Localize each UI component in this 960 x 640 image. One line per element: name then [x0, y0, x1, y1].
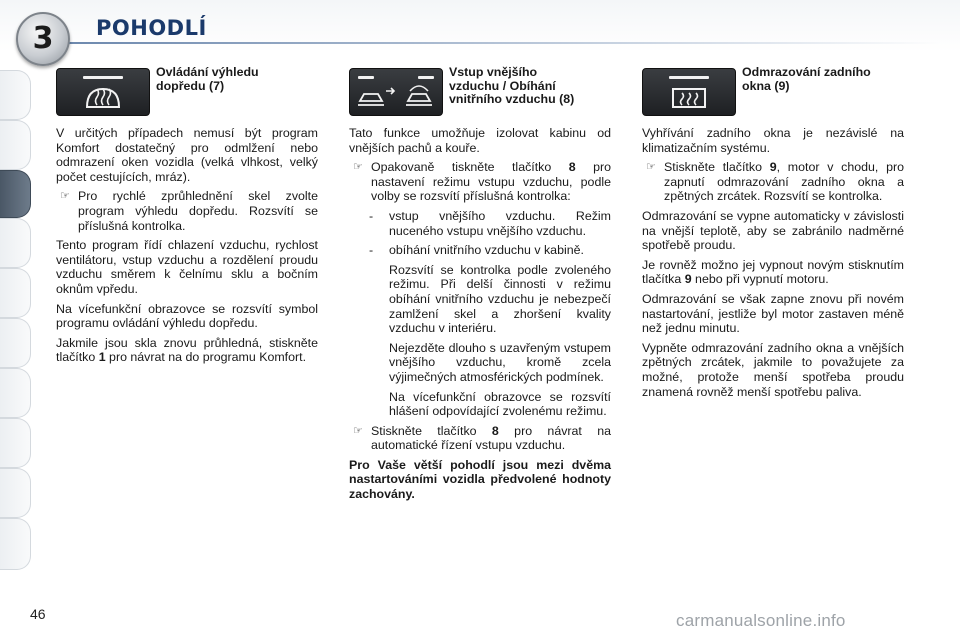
chapter-tab-3-active[interactable] — [0, 170, 31, 218]
watermark: carmanualsonline.info — [676, 611, 846, 630]
chapter-tab-6[interactable] — [0, 318, 31, 368]
paragraph: Jakmile jsou skla znovu průhledná, stiskněte tlačítko 1 pro návrat na do programu Komfort. — [56, 335, 318, 365]
dash-item: - vstup vnějšího vzduchu. Režim nuceného vstupu vnějšího vzduchu. — [369, 208, 611, 238]
air-recirculation-icon — [350, 69, 442, 115]
chapter-tab-5[interactable] — [0, 268, 31, 318]
paragraph: Tato funkce umožňuje izolovat kabinu od vnějších pachů a kouře. — [349, 126, 611, 155]
air-intake-button-image — [349, 68, 443, 116]
page-number: 46 — [30, 606, 46, 622]
rear-defrost-icon — [643, 69, 735, 115]
note-paragraph: Rozsvítí se kontrolka podle zvoleného režimu. Při delší činnosti v režimu obíhání vnitřního vzduchu je nebezpečí zamlžení skel a zhoršení kvality vzduchu v interiéru. — [389, 262, 611, 336]
chapter-badge — [16, 12, 70, 66]
pointing-hand-icon: ☞ — [353, 161, 363, 174]
rear-defrost-heading: Odmrazování zadního okna (9) — [742, 65, 871, 93]
pointing-hand-icon: ☞ — [353, 424, 363, 437]
front-defrost-button-image — [56, 68, 150, 116]
section-title: POHODLÍ — [96, 16, 207, 40]
paragraph: Vyhřívání zadního okna je nezávislé na klimatizačním systému. — [642, 126, 904, 155]
pointing-hand-icon: ☞ — [60, 190, 70, 203]
paragraph: Odmrazování se však zapne znovu při novém nastartování, jestliže byl motor zastaven méně než jednu minutu. — [642, 291, 904, 336]
paragraph: V určitých případech nemusí být program Komfort dostatečný pro odmlžení nebo odmrazení oken vozidla (velká vlhkost, velký počet cestujících, mráz). — [56, 126, 318, 184]
air-intake-body — [349, 126, 611, 507]
chapter-tab-2[interactable] — [0, 120, 31, 170]
chapter-tab-8[interactable] — [0, 418, 31, 468]
chapter-tab-1[interactable] — [0, 70, 31, 120]
bullet-item: ☞ Opakovaně tiskněte tlačítko 8 pro nastavení režimu vstupu vzduchu, podle volby se rozsvítí příslušná kontrolka: — [353, 160, 611, 204]
paragraph: Na vícefunkční obrazovce se rozsvítí symbol programu ovládání výhledu dopředu. — [56, 301, 318, 331]
paragraph: Vypněte odmrazování zadního okna a vnějších zpětných zrcátek, jakmile to považujete za možné, protože menší spotřeba proudu znamená rovněž menší spotřebu paliva. — [642, 340, 904, 399]
chapter-tab-10[interactable] — [0, 518, 31, 570]
chapter-tab-7[interactable] — [0, 368, 31, 418]
rear-defrost-body — [642, 126, 904, 404]
dash-item: - obíhání vnitřního vzduchu v kabině. — [369, 243, 584, 258]
chapter-tab-4[interactable] — [0, 218, 31, 268]
bullet-item: ☞ Stiskněte tlačítko 9, motor v chodu, pro zapnutí odmrazování zadního okna a zpětných zrcátek. Rozsvítí se kontrolka. — [646, 160, 904, 204]
bullet-item: ☞ Stiskněte tlačítko 8 pro návrat na automatické řízení vstupu vzduchu. — [353, 423, 611, 453]
bold-note: Pro Vaše větší pohodlí jsou mezi dvěma nastartováními vozidla předvolené hodnoty zachovány. — [349, 457, 611, 502]
front-demist-body — [56, 126, 318, 370]
chapter-tab-9[interactable] — [0, 468, 31, 518]
paragraph: Je rovněž možno jej vypnout novým stisknutím tlačítka 9 nebo při vypnutí motoru. — [642, 257, 904, 287]
paragraph: Tento program řídí chlazení vzduchu, rychlost ventilátoru, vstup vzduchu a rozdělení proudu vzduchu směrem k čelnímu sklu a bočním oknům vpředu. — [56, 238, 318, 296]
paragraph: Odmrazování se vypne automaticky v závislosti na vnější teplotě, aby se zabránilo nadměrné spotřebě proudu. — [642, 208, 904, 253]
chapter-number: 3 — [32, 21, 54, 56]
front-defrost-icon — [57, 69, 149, 115]
air-intake-heading: Vstup vnějšího vzduchu / Obíhání vnitřního vzduchu (8) — [449, 65, 575, 106]
rear-defrost-button-image — [642, 68, 736, 116]
pointing-hand-icon: ☞ — [646, 161, 656, 174]
title-underline — [60, 42, 940, 44]
bullet-item: ☞ Pro rychlé zprůhlednění skel zvolte program výhledu dopředu. Rozsvítí se příslušná kontrolka. — [60, 189, 318, 233]
front-demist-heading: Ovládání výhledu dopředu (7) — [156, 65, 259, 93]
note-paragraph: Nejezděte dlouho s uzavřeným vstupem vnějšího vzduchu, kromě zcela výjimečných atmosférických podmínek. — [389, 340, 611, 384]
note-paragraph: Na vícefunkční obrazovce se rozsvítí hlášení odpovídající zvolenému režimu. — [389, 389, 611, 419]
